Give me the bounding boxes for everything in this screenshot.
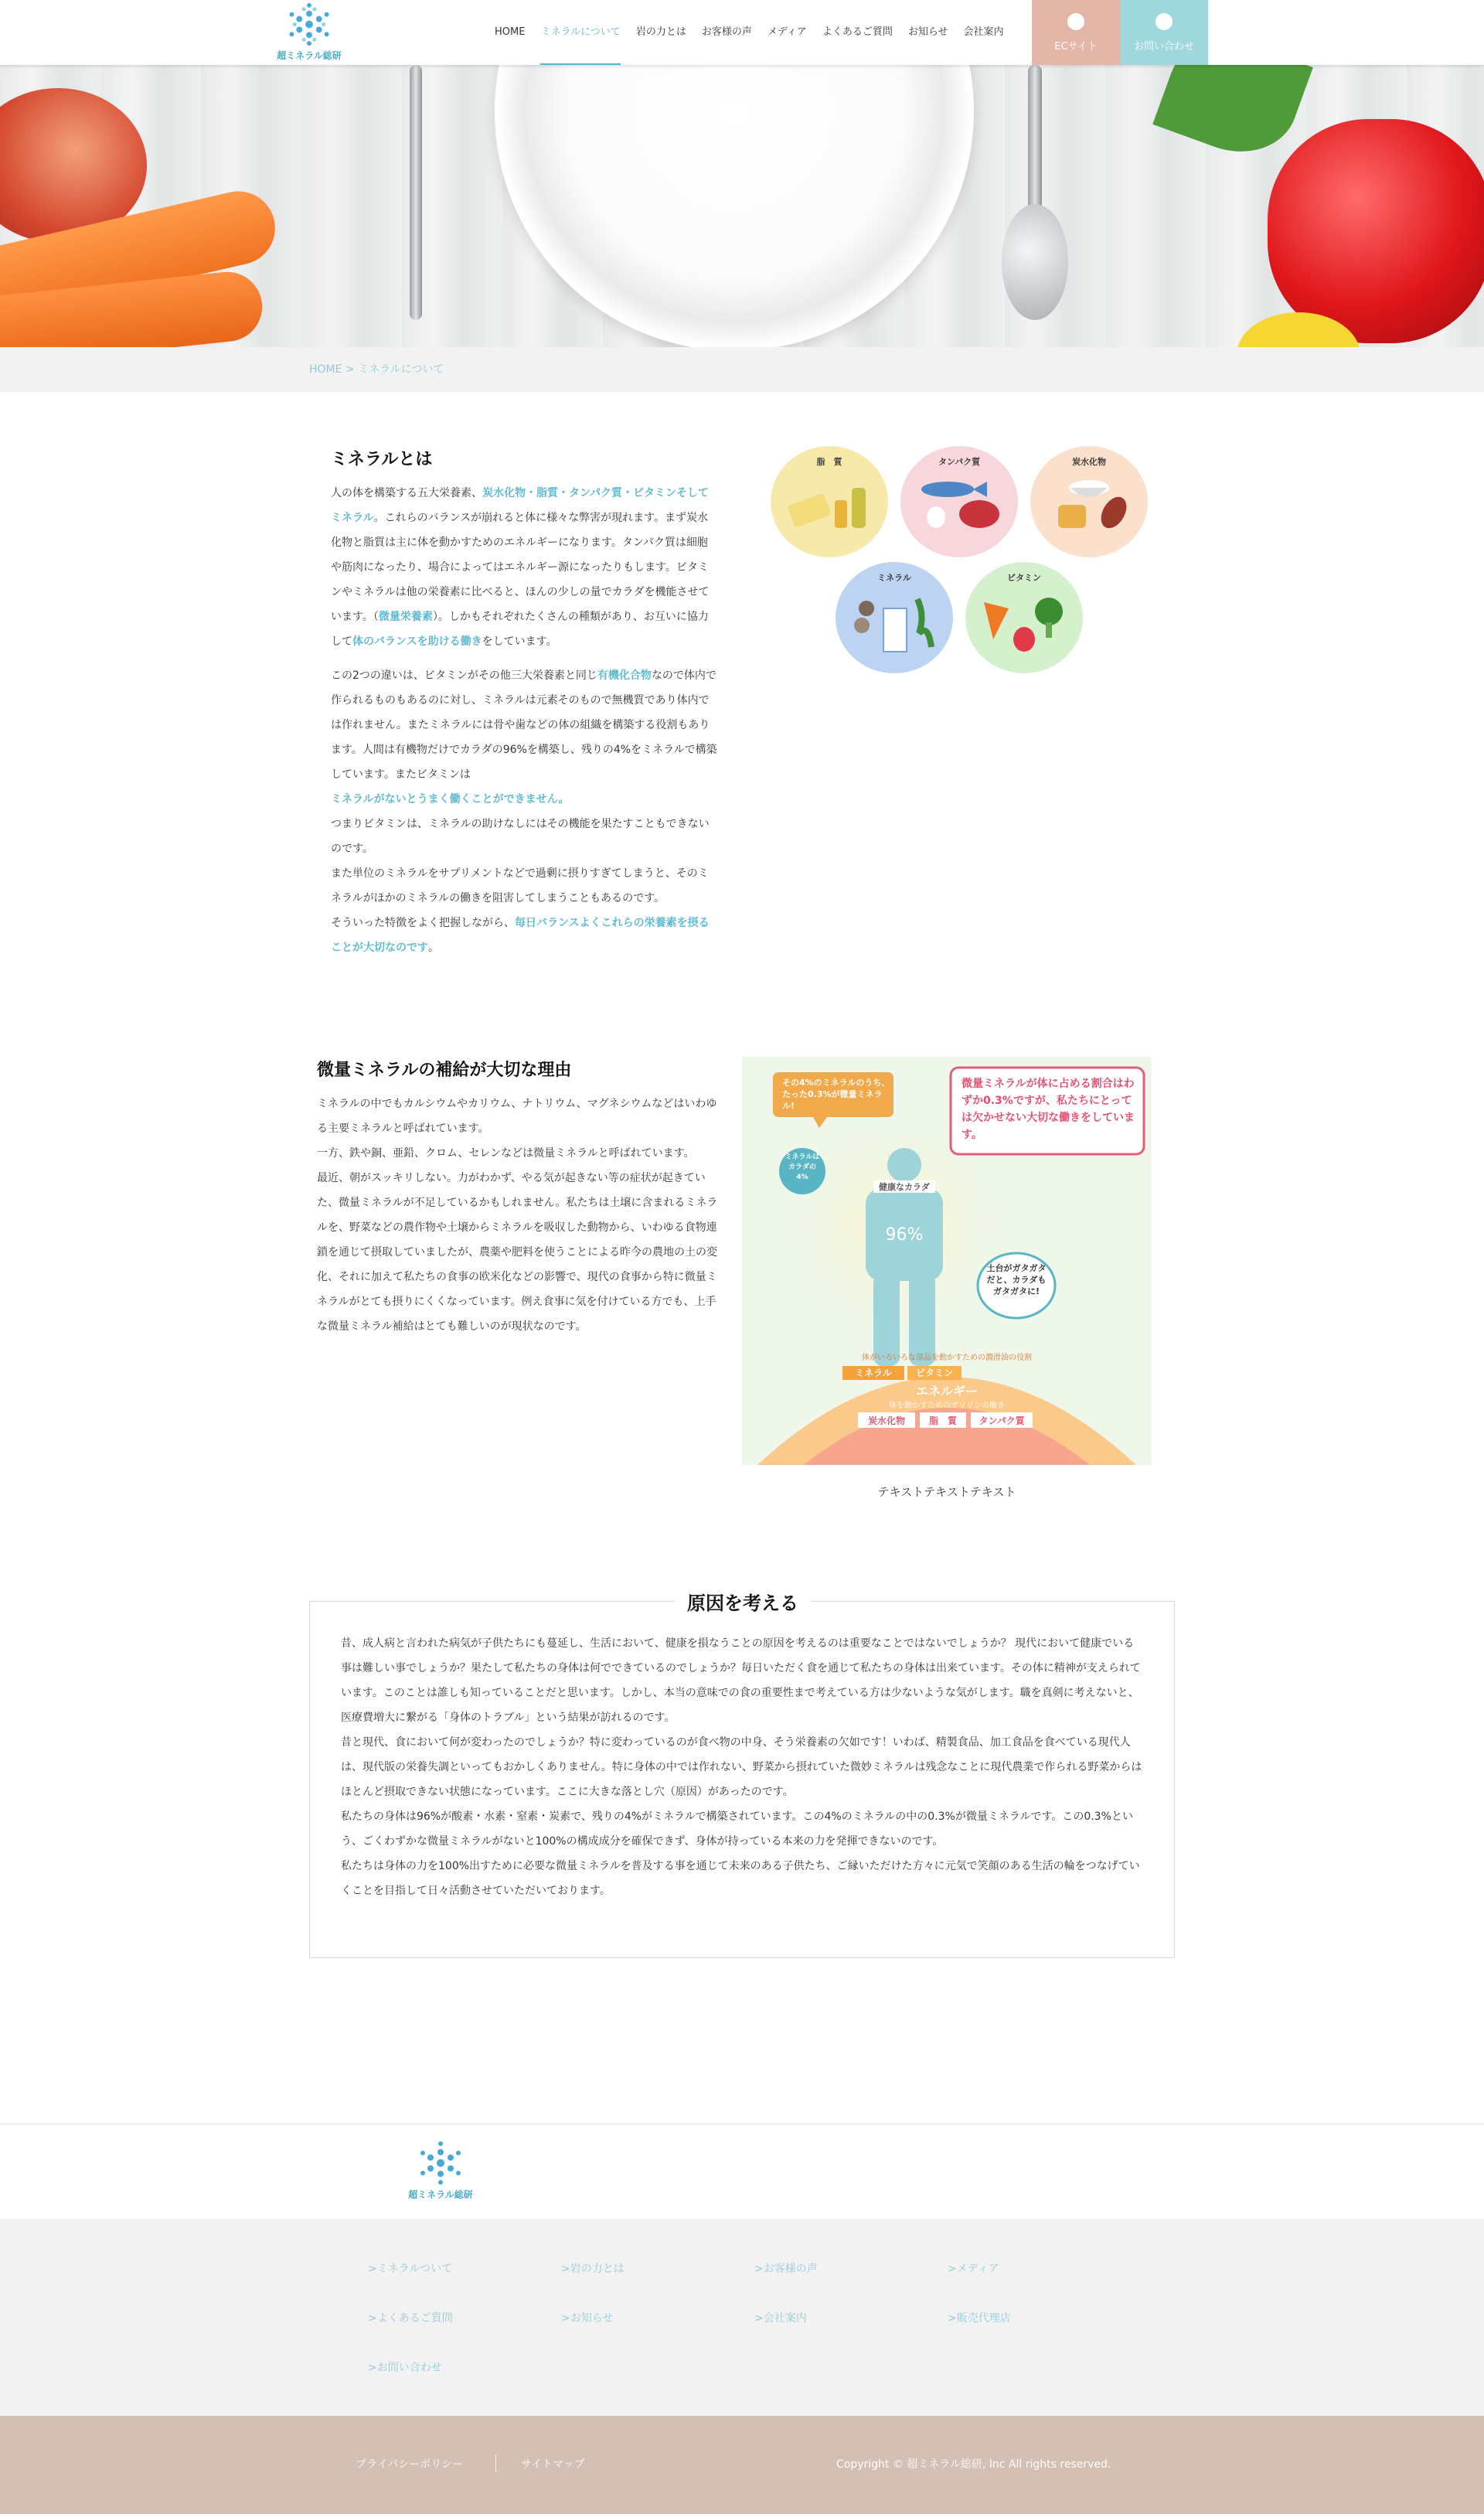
logo-text: 超ミネラル総研 — [277, 50, 342, 61]
divider — [495, 2454, 496, 2471]
footer-logo[interactable] — [408, 2140, 473, 2203]
logo-snowflake-icon — [417, 2140, 465, 2186]
cart-icon — [1067, 13, 1084, 30]
fork-illustration — [410, 65, 422, 320]
site-header — [0, 0, 1484, 65]
breadcrumb-current: ミネラルについて — [358, 363, 444, 376]
contact-label: お問い合わせ — [1133, 40, 1194, 53]
footer-link-agency[interactable]: >販売代理店 — [948, 2312, 1011, 2325]
nav-rock-power[interactable]: 岩の力とは — [635, 26, 686, 38]
infographic-caption: テキストテキストテキスト — [877, 1485, 1016, 1499]
protein-circle — [900, 446, 1018, 557]
footer-bottom — [0, 2416, 1484, 2514]
text: 私たちは身体の力を100%出すために必要な微量ミネラルを普及する事を通じて未来のある子供たち、ご縁いただけた方々に元気で笑顔のある生活の輪をつなげていくことを目指して日々活動させていただいております。 — [341, 1860, 1140, 1897]
footer-link-rock-power[interactable]: >岩の力とは — [561, 2263, 625, 2275]
oil-icon — [787, 477, 872, 531]
nav-news[interactable]: お知らせ — [907, 26, 948, 38]
mineral-infographic — [742, 1057, 1152, 1465]
vitamin-label: ビタミン — [1007, 573, 1041, 583]
text: そういった特徴をよく把握しながら、 — [331, 917, 515, 929]
bubble-small: 土台がガタガタだと、カラダもガタガタに! — [986, 1263, 1047, 1296]
text: 最近、朝がスッキリしない。力がわかず、やる気が起きない等の症状が起きていた、微量ミネラルが不足しているかもしれません。私たちは土壌に含まれるミネラルを、野菜などの農作物や土壌からミネラルを吸収した動物から、いわゆる食物連鎖を通じて摂取していましたが、農薬や肥料を使うことによる昨今の農地の土の変化、それに加えて私たちの食事の欧米化などの影響で、現代の食事から特に微量ミネラルがとても摂りにくくなっています。例え食事に気を付けている方でも、上手な微量ミネラル補給はとても難しいのが現状なのです。 — [317, 1172, 718, 1333]
bubble-left: その4%のミネラルのうち、たった0.3%が微量ミネラル! — [782, 1078, 890, 1111]
ec-site-button[interactable] — [1032, 0, 1120, 65]
fat-circle — [771, 446, 888, 557]
text: 昔と現代、食において何が変わったのでしょうか？特に変わっているのが食べ物の中身、そう栄養素の欠如です！いわば、精製食品、加工食品を食べている現代人は、現代版の栄養失調といってもおかしくありません。特に身体の中では作れない、野菜から摂れていた微妙ミネラルは残念なことに現代農業で作られる野菜からはほとんど摂取できない状態になっています。ここに大きな落とし穴（原因）があったのです。 — [341, 1736, 1142, 1798]
energy-subtitle: 体を動かすためのガソリンの働き — [889, 1402, 1005, 1410]
carb-label: 炭水化物 — [1072, 457, 1106, 467]
highlight-text: 毎日バランスよくこれらの栄養素を摂ることが大切なのです — [331, 917, 710, 954]
section-title: ミネラルとは — [331, 450, 433, 469]
nav-voice[interactable]: お客様の声 — [701, 26, 752, 38]
arc-vitamin-tag: ビタミン — [915, 1368, 953, 1378]
text: ）。しかもそれぞれたくさんの種類があり、お互いに協力して — [331, 611, 709, 648]
text: 。 — [428, 942, 439, 954]
protein-label: タンパク質 — [938, 457, 981, 467]
breadcrumb-home[interactable]: HOME > — [309, 363, 355, 376]
sitemap-link[interactable]: サイトマップ — [521, 2458, 585, 2471]
footer-links — [0, 2219, 1484, 2416]
mail-icon — [1156, 13, 1173, 30]
highlight-text: 微量栄養素 — [378, 611, 433, 623]
what-is-mineral-text — [331, 446, 717, 960]
energy-tag: 炭水化物 — [867, 1415, 905, 1426]
plate-illustration — [495, 65, 974, 347]
logo-snowflake-icon — [285, 2, 333, 47]
contact-button[interactable] — [1120, 0, 1208, 65]
footer-link-mineral[interactable]: >ミネラルついて — [368, 2263, 453, 2275]
causes-title-wrap — [310, 1588, 1176, 1615]
text: ミネラルの中でもカルシウムやカリウム、ナトリウム、マグネシウムなどはいわゆる主要ミネラルと呼ばれています。 — [317, 1098, 717, 1135]
vegetable-icon — [978, 593, 1070, 655]
footer-link-media[interactable]: >メディア — [948, 2263, 999, 2275]
mineral-percent-circle: ミネラルはカラダの4% — [785, 1153, 820, 1181]
footer-logo-band — [0, 2124, 1484, 2219]
text: つまりビタミンは、ミネラルの助けなしにはその機能を果たすこともできないのです。 — [331, 818, 710, 855]
ec-site-label: ECサイト — [1054, 40, 1098, 53]
energy-tag: 脂 質 — [928, 1415, 957, 1426]
text: をしています。 — [482, 635, 557, 648]
main-nav — [495, 0, 1019, 65]
fish-meat-icon — [913, 477, 1006, 531]
paragraph — [331, 663, 717, 960]
section-title: 微量ミネラルの補給が大切な理由 — [317, 1061, 572, 1080]
breadcrumb — [0, 347, 1484, 392]
hero-image — [0, 65, 1484, 347]
body-percent: 96% — [885, 1225, 924, 1245]
site-logo[interactable] — [277, 2, 342, 62]
arc-title: 体がいろいろな部品を動かすための潤滑油の役割 — [862, 1354, 1032, 1362]
leaf-illustration — [1152, 65, 1313, 169]
vitamin-circle — [965, 562, 1083, 673]
fat-label: 脂 質 — [816, 457, 842, 467]
nav-media[interactable]: メディア — [767, 26, 807, 38]
highlight-text: 有機化合物 — [597, 669, 652, 682]
what-is-mineral-section — [0, 392, 1484, 1057]
highlight-text: 炭水化物・脂質・タンパク質・ビタミンそしてミネラル — [331, 487, 710, 524]
footer-link-voice[interactable]: >お客様の声 — [754, 2263, 818, 2275]
energy-title: エネルギー — [915, 1384, 978, 1398]
bubble-right: 微量ミネラルが体に占める割合はわずか0.3%ですが、私たちにとっては欠かせない大切な働きをしています。 — [962, 1078, 1135, 1141]
spoon-handle-illustration — [1028, 65, 1042, 220]
milk-seaweed-icon — [848, 593, 941, 655]
text: 私たちの身体は96%が酸素・水素・窒素・炭素で、残りの4%がミネラルで構築されています。この4%のミネラルの中の0.3%が微量ミネラルです。この0.3%という、ごくわずかな微量ミネラルがないと100%の構成成分を確保できず、身体が持っている本来の力を発揮できないのです。 — [341, 1811, 1133, 1848]
arc-mineral-tag: ミネラル — [855, 1368, 892, 1378]
causes-box — [309, 1593, 1175, 1958]
trace-mineral-text — [317, 1057, 727, 1339]
rice-bread-icon — [1043, 477, 1135, 531]
pepper-illustration — [1268, 119, 1484, 343]
nav-faq[interactable]: よくあるご質問 — [822, 26, 893, 38]
energy-tag: タンパク質 — [979, 1415, 1025, 1426]
highlight-text: 体のバランスを助ける働き — [352, 635, 482, 648]
spoon-illustration — [1002, 204, 1068, 320]
footer-link-news[interactable]: >お知らせ — [561, 2312, 614, 2325]
text: 昔、成人病と言われた病気が子供たちにも蔓延し、生活において、健康を損なうことの原因を考えるのは重要なことではないでしょうか？ 現代において健康でいる事は難しい事でしょうか？果たして私たちの身体は何でできているのでしょうか？毎日いただく食を通じて私たちの身体は出来ています。その体に精神が支えられています。このことは誰しも知っていることだと思います。しかし、本当の意味での食の重要性まで考えている方は少ないような気がします。職を真剣に考えないと、医療費増大に繋がる「身体のトラブル」という結果が訪れるのです。 — [341, 1637, 1141, 1724]
paragraph — [331, 481, 717, 654]
nav-company[interactable]: 会社案内 — [963, 26, 1004, 38]
section-title: 原因を考える — [675, 1593, 811, 1614]
highlight-text: ミネラルがないとうまく働くことができません。 — [331, 793, 570, 806]
paragraph — [317, 1092, 727, 1339]
nav-home[interactable]: HOME — [495, 26, 526, 38]
text: 一方、鉄や銅、亜鉛、クロム、セレンなどは微量ミネラルと呼ばれています。 — [317, 1147, 695, 1160]
text: 人の体を構築する五大栄養素、 — [331, 487, 482, 499]
text: なので体内で作られるものもあるのに対し、ミネラルは元素そのもので無機質であり体内では作れません。またミネラルには骨や歯などの体の組織を構築する役割もあります。人間は有機物だけでカラダの96%を構築し、残りの4%をミネラルで構築しています。またビタミンは — [331, 669, 717, 781]
body-label: 健康なカラダ — [873, 1180, 935, 1193]
nav-mineral[interactable]: ミネラルについて — [540, 0, 620, 65]
footer-link-faq[interactable]: >よくあるご質問 — [368, 2312, 453, 2325]
text: この2つの違いは、ビタミンがその他三大栄養素と同じ — [331, 669, 597, 682]
copyright: Copyright © 超ミネラル総研, Inc All rights reserved. — [836, 2458, 1111, 2471]
mineral-label: ミネラル — [877, 573, 911, 583]
carb-circle — [1030, 446, 1148, 557]
trace-mineral-section — [0, 1057, 1484, 1582]
text: また単位のミネラルをサプリメントなどで過剰に摂りすぎてしまうと、そのミネラルがほかのミネラルの働きを阻害してしまうこともあるのです。 — [331, 867, 709, 904]
footer-link-contact[interactable]: >お問い合わせ — [368, 2362, 442, 2374]
footer-logo-text: 超ミネラル総研 — [408, 2189, 473, 2200]
text: 。これらのバランスが崩れると体に様々な弊害が現れます。まず炭水化物と脂質は主に体を動かすためのエネルギーになります。タンパク質は細胞や筋肉になったり、場合によってはエネルギー源になったりもします。ビタミンやミネラルは他の栄養素に比べると、ほんの少しの量でカラダを機能させています。（ — [331, 512, 710, 623]
causes-section — [0, 1582, 1484, 2124]
nutrient-illustration — [768, 446, 1154, 678]
privacy-link[interactable]: プライバシーポリシー — [356, 2458, 464, 2471]
footer-link-company[interactable]: >会社案内 — [754, 2312, 807, 2325]
paragraph — [341, 1631, 1145, 1903]
mineral-circle — [836, 562, 953, 673]
